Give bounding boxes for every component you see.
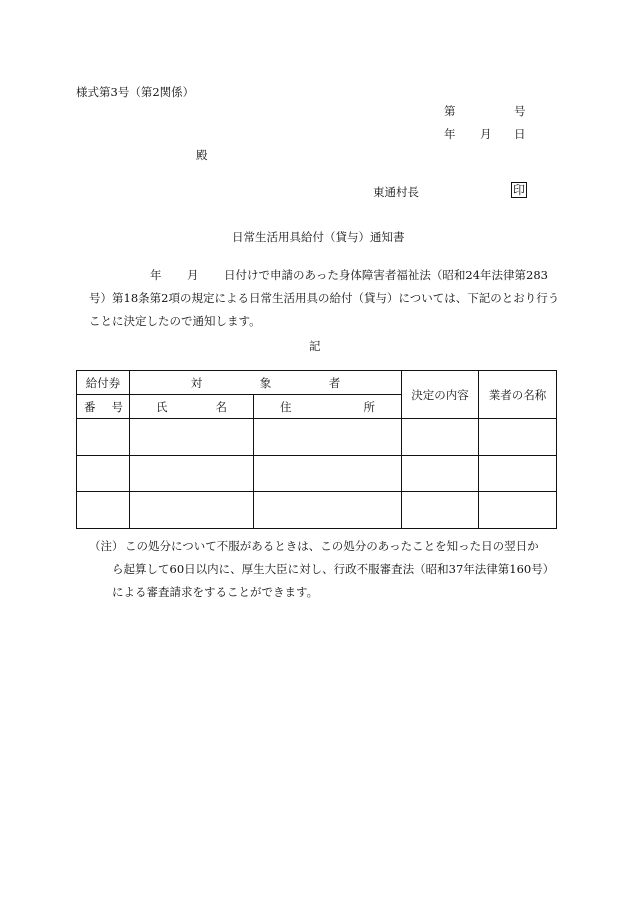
header-voucher-bottom xyxy=(77,395,130,419)
cell-name xyxy=(130,492,254,529)
cell-decision xyxy=(402,455,479,492)
header-voucher-bottom-b: 号 xyxy=(111,399,123,414)
form-number: 様式第3号（第2関係） xyxy=(76,85,195,99)
body-month: 月 xyxy=(187,268,199,282)
date-day: 日 xyxy=(514,127,526,141)
cell-vendor xyxy=(479,419,557,456)
header-address-a: 住 xyxy=(280,399,292,414)
body-line-1: 日付けで申請のあった身体障害者福祉法（昭和24年法律第283 xyxy=(224,268,548,282)
cell-address xyxy=(254,455,402,492)
header-address-b: 所 xyxy=(363,399,375,414)
cell-decision xyxy=(402,419,479,456)
note-label: （注） xyxy=(89,539,124,553)
header-voucher-top: 給付券 xyxy=(77,371,130,395)
header-address xyxy=(254,395,402,419)
seal-mark: 印 xyxy=(513,183,526,197)
issuer-name: 東通村長 xyxy=(373,185,419,199)
date-year: 年 xyxy=(444,127,456,141)
date-month: 月 xyxy=(480,127,492,141)
body-line-2: 号）第18条第2項の規定による日常生活用具の給付（貸与）については、下記のとおり行う xyxy=(89,291,560,305)
cell-voucher xyxy=(77,455,130,492)
document-title: 日常生活用具給付（貸与）通知書 xyxy=(232,230,405,244)
cell-vendor xyxy=(479,492,557,529)
record-table xyxy=(76,370,557,529)
note-line-2: ら起算して60日以内に、厚生大臣に対し、行政不服審査法（昭和37年法律第160号） xyxy=(112,562,555,576)
cell-name xyxy=(130,455,254,492)
header-decision: 決定の内容 xyxy=(402,371,479,419)
note-line-1: この処分について不服があるときは、この処分のあったことを知った日の翌日か xyxy=(125,539,539,553)
note-line-3: による審査請求をすることができます。 xyxy=(112,585,319,599)
header-name-b: 名 xyxy=(215,399,227,414)
document-number-prefix: 第 xyxy=(444,104,456,118)
cell-address xyxy=(254,419,402,456)
table-row xyxy=(77,419,557,456)
header-name xyxy=(130,395,254,419)
addressee-honorific: 殿 xyxy=(196,148,208,162)
body-line-3: ことに決定したので通知します。 xyxy=(89,314,261,328)
cell-voucher xyxy=(77,419,130,456)
header-target: 対 象 者 xyxy=(130,371,402,395)
cell-vendor xyxy=(479,455,557,492)
header-voucher-bottom-a: 番 xyxy=(84,399,96,414)
document-number-suffix: 号 xyxy=(514,104,526,118)
table-row xyxy=(77,492,557,529)
header-vendor: 業者の名称 xyxy=(479,371,557,419)
table-row xyxy=(77,455,557,492)
cell-name xyxy=(130,419,254,456)
record-heading: 記 xyxy=(309,339,321,353)
header-name-a: 氏 xyxy=(156,399,168,414)
cell-voucher xyxy=(77,492,130,529)
cell-decision xyxy=(402,492,479,529)
body-year: 年 xyxy=(150,268,162,282)
cell-address xyxy=(254,492,402,529)
